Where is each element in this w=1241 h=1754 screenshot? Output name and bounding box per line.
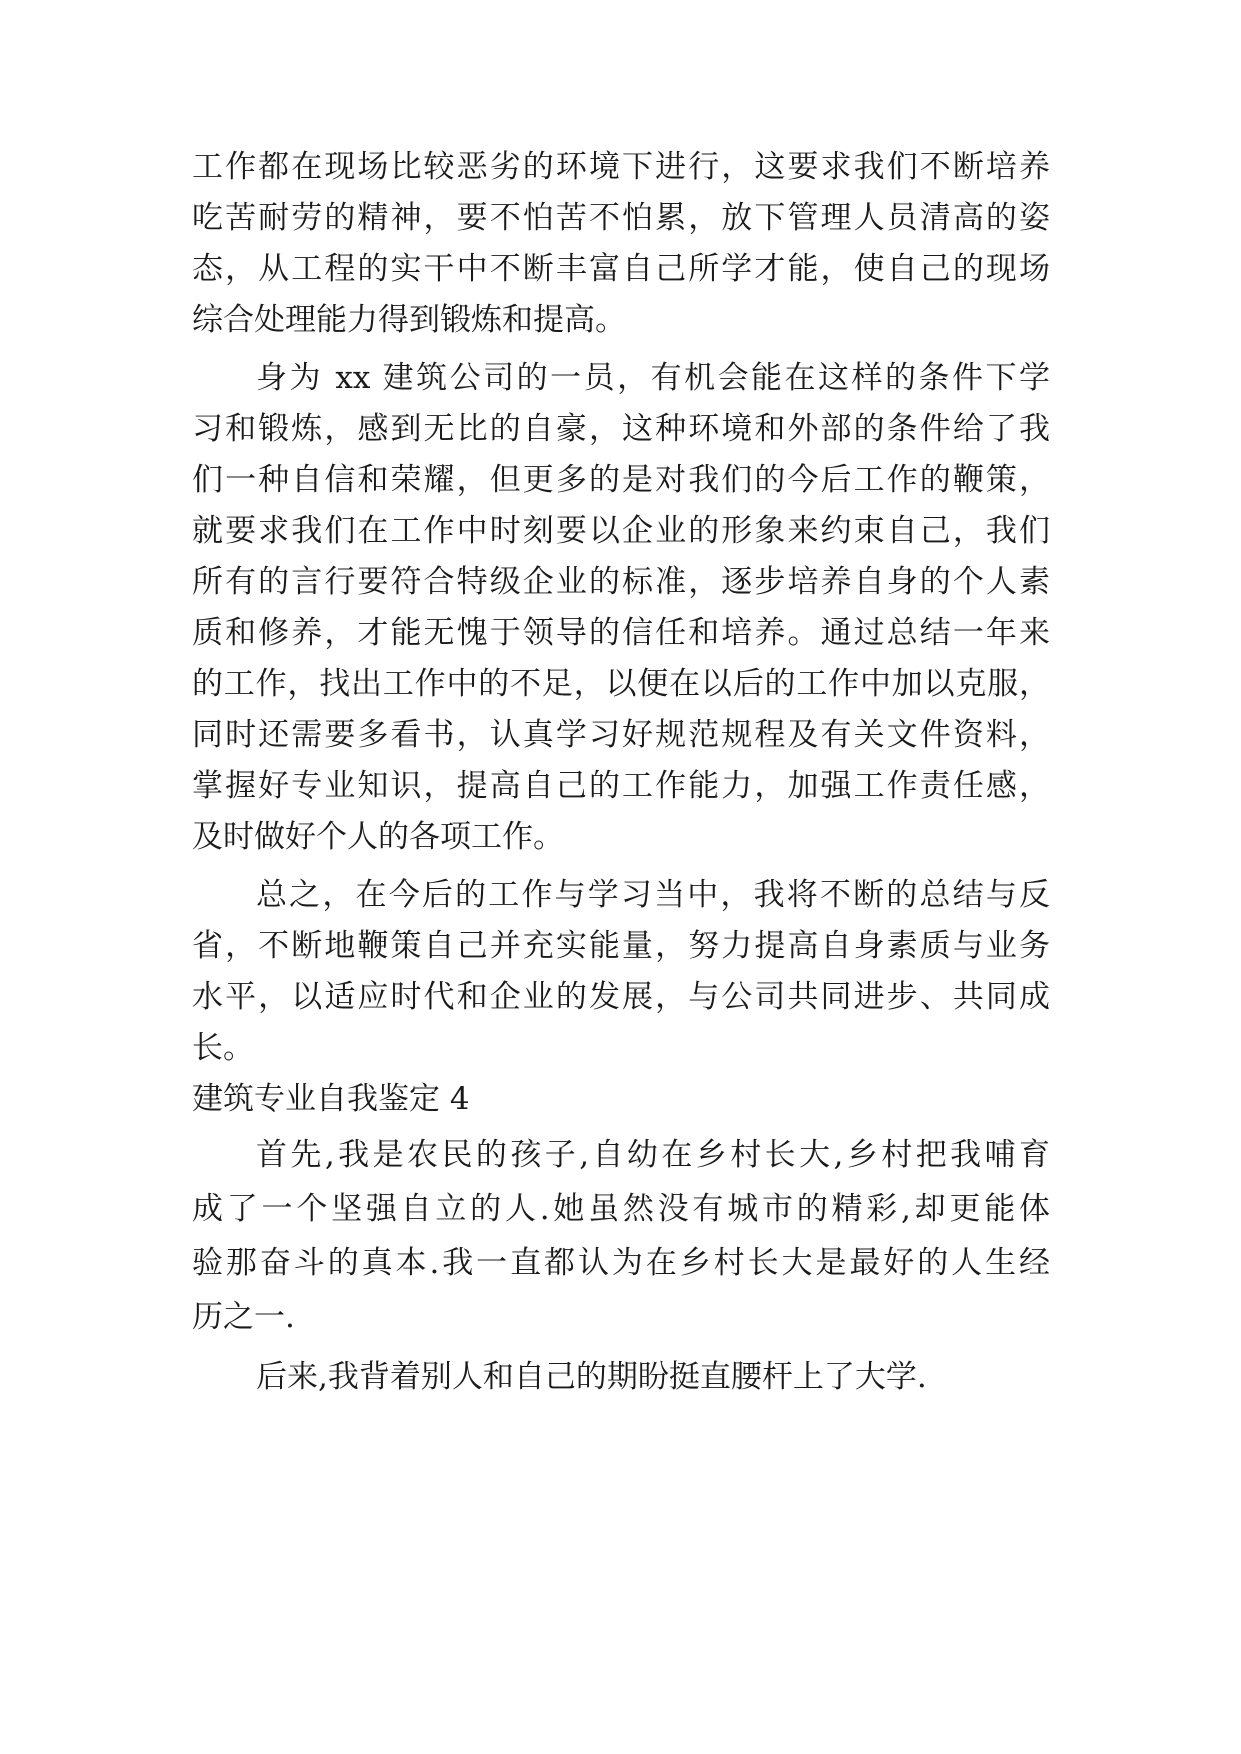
paragraph-line: 的工作，找出工作中的不足，以便在以后的工作中加以克服， bbox=[192, 666, 1050, 702]
section-heading: 建筑专业自我鉴定 4 bbox=[192, 1081, 470, 1117]
paragraph-line: 态，从工程的实干中不断丰富自己所学才能，使自己的现场 bbox=[192, 251, 1050, 287]
paragraph-line: 吃苦耐劳的精神，要不怕苦不怕累，放下管理人员清高的姿 bbox=[192, 200, 1050, 236]
paragraph-line: 习和锻炼，感到无比的自豪，这种环境和外部的条件给了我 bbox=[192, 411, 1050, 447]
paragraph-line: 水平，以适应时代和企业的发展，与公司共同进步、共同成 bbox=[192, 979, 1050, 1015]
paragraph-line: 质和修养，才能无愧于领导的信任和培养。通过总结一年来 bbox=[192, 615, 1050, 651]
paragraph-line: 综合处理能力得到锻炼和提高。 bbox=[192, 302, 626, 338]
paragraph-line: 首先,我是农民的孩子,自幼在乡村长大,乡村把我哺育 bbox=[256, 1137, 1050, 1173]
paragraph-line: 身为 xx 建筑公司的一员，有机会能在这样的条件下学 bbox=[256, 360, 1050, 396]
paragraph-line: 后来,我背着别人和自己的期盼挺直腰杆上了大学. bbox=[256, 1359, 927, 1395]
paragraph-line: 们一种自信和荣耀，但更多的是对我们的今后工作的鞭策， bbox=[192, 462, 1050, 498]
paragraph-line: 历之一. bbox=[192, 1299, 295, 1335]
paragraph-line: 及时做好个人的各项工作。 bbox=[192, 819, 564, 855]
paragraph-line: 验那奋斗的真本.我一直都认为在乡村长大是最好的人生经 bbox=[192, 1245, 1050, 1281]
paragraph-line: 总之，在今后的工作与学习当中，我将不断的总结与反 bbox=[256, 877, 1050, 913]
paragraph-line: 所有的言行要符合特级企业的标准，逐步培养自身的个人素 bbox=[192, 564, 1050, 600]
paragraph-line: 长。 bbox=[192, 1030, 254, 1066]
paragraph-line: 省，不断地鞭策自己并充实能量，努力提高自身素质与业务 bbox=[192, 928, 1050, 964]
paragraph-line: 成了一个坚强自立的人.她虽然没有城市的精彩,却更能体 bbox=[192, 1191, 1050, 1227]
paragraph-line: 工作都在现场比较恶劣的环境下进行，这要求我们不断培养 bbox=[192, 149, 1050, 185]
paragraph-line: 就要求我们在工作中时刻要以企业的形象来约束自己，我们 bbox=[192, 513, 1050, 549]
paragraph-line: 掌握好专业知识，提高自己的工作能力，加强工作责任感， bbox=[192, 768, 1050, 804]
paragraph-line: 同时还需要多看书，认真学习好规范规程及有关文件资料， bbox=[192, 717, 1050, 753]
